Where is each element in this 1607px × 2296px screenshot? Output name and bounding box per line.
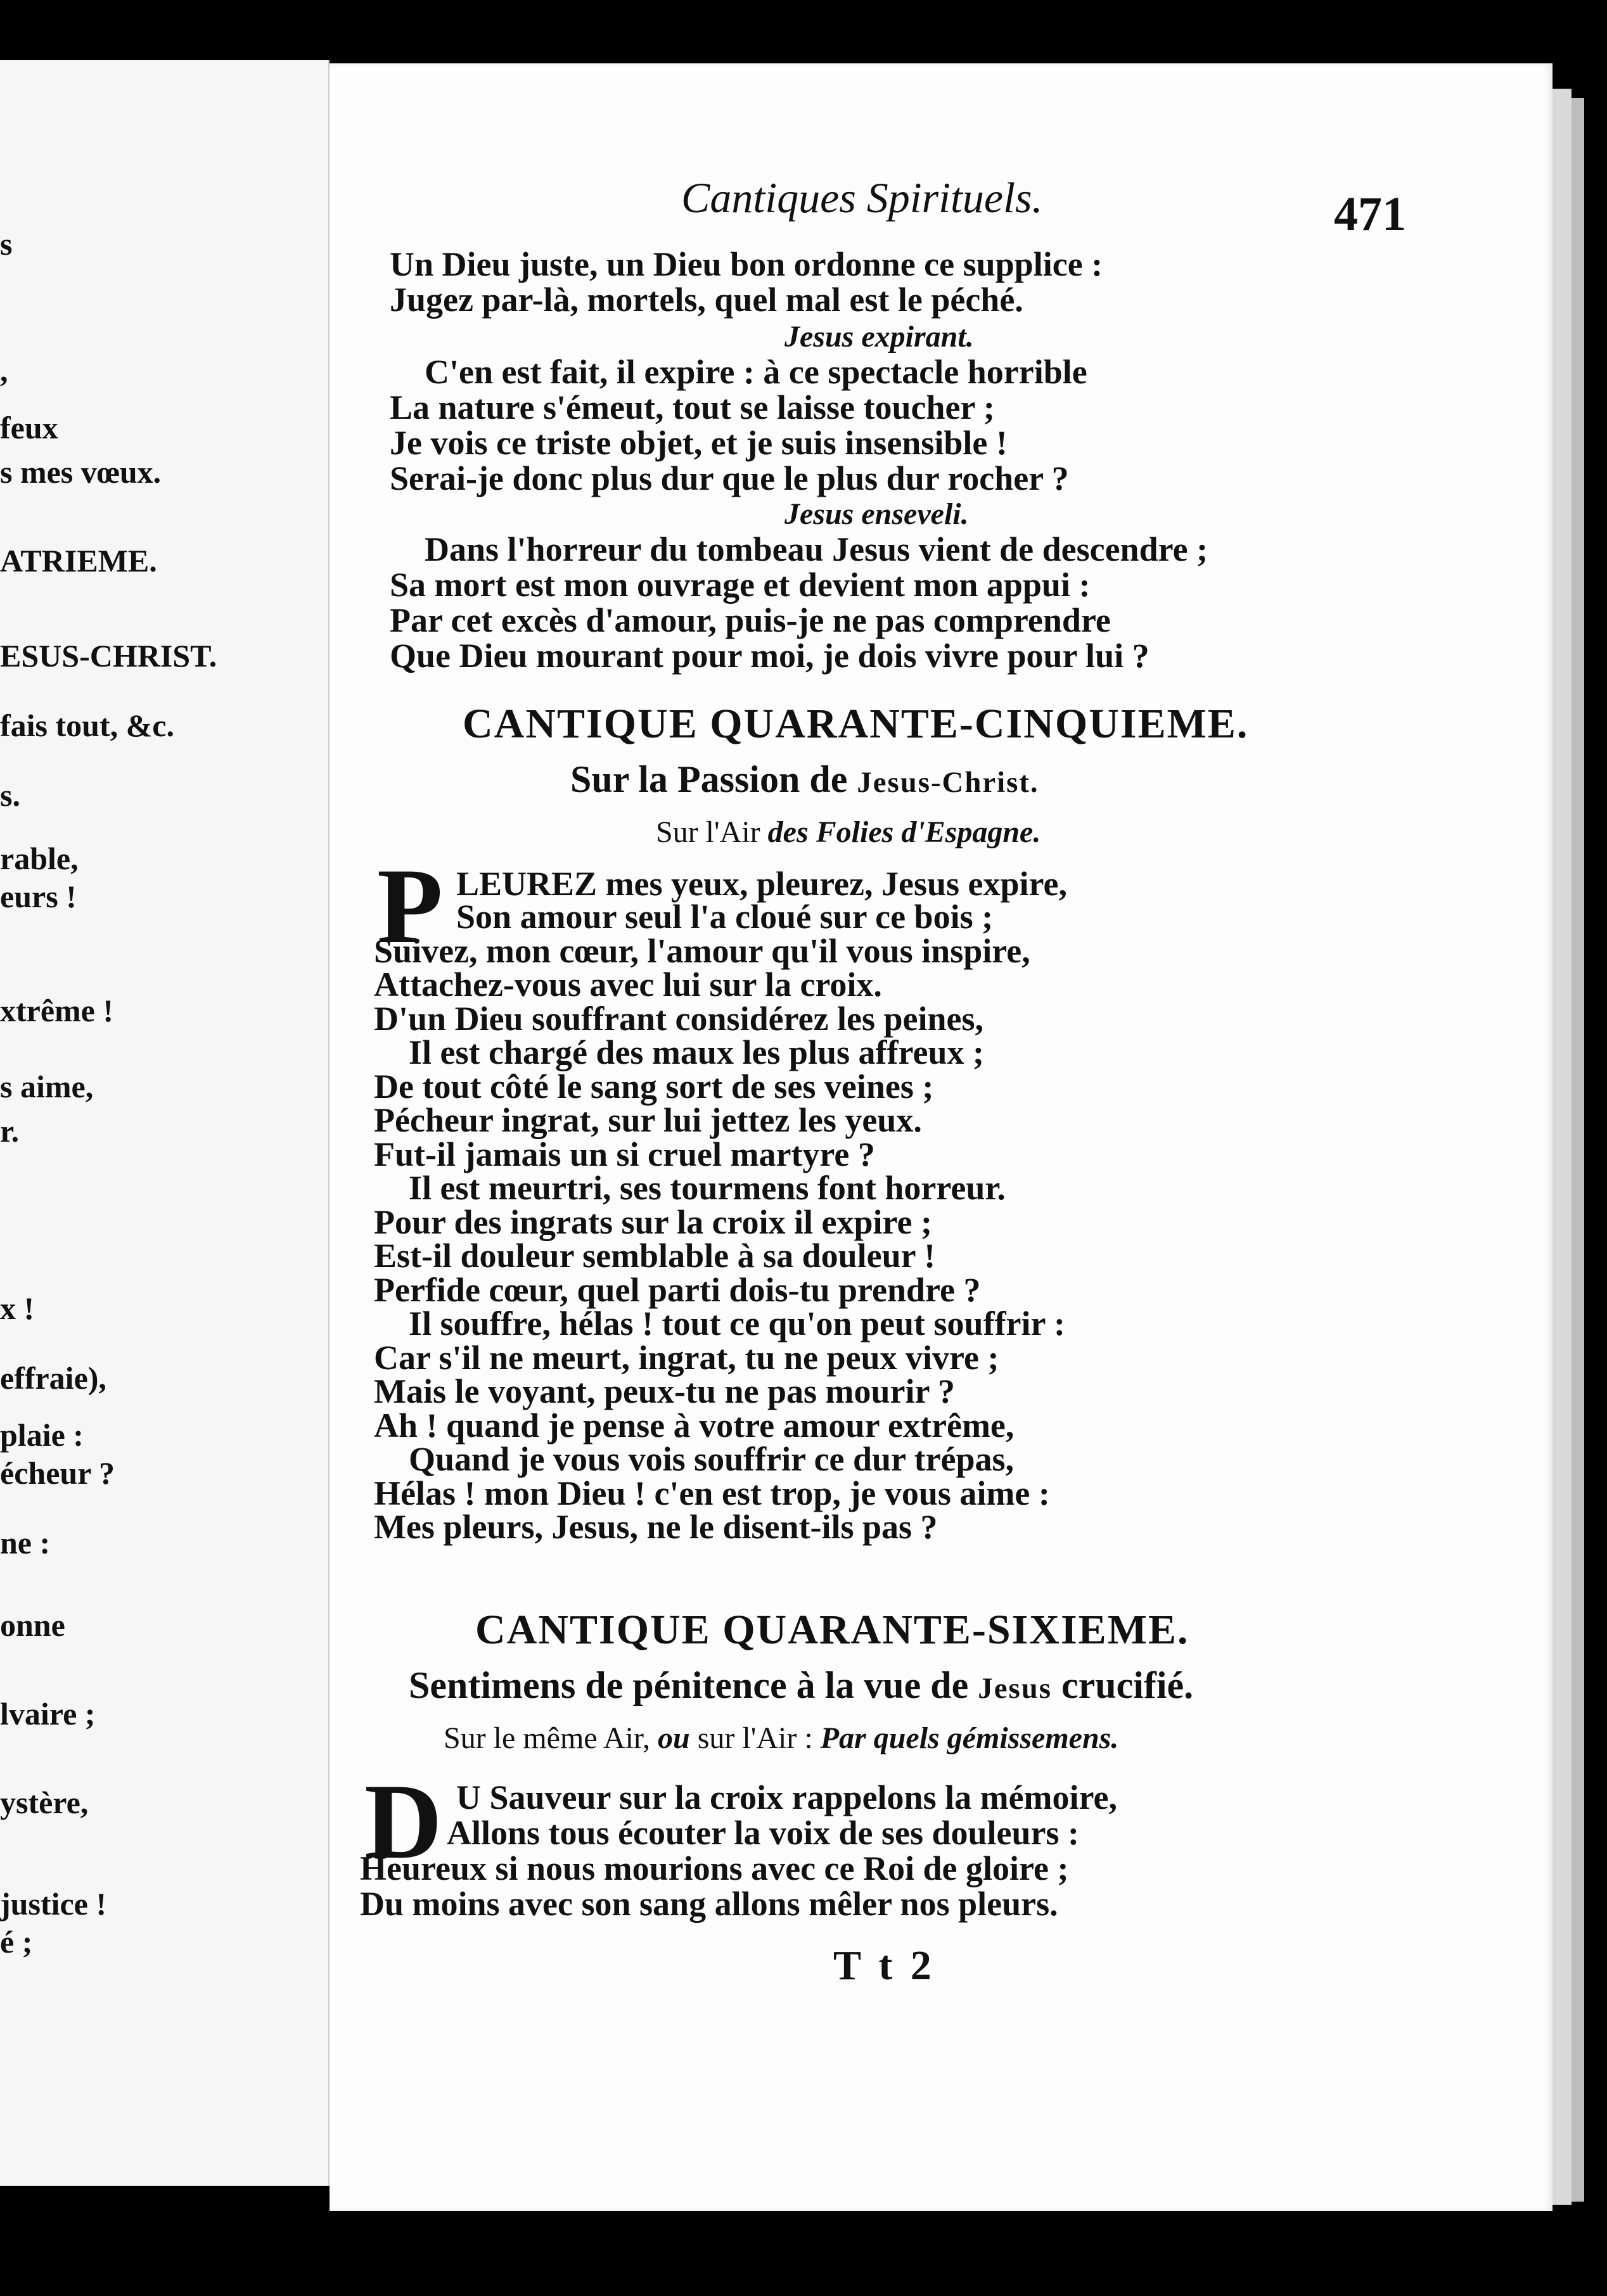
left-page-line: s. <box>0 777 20 813</box>
verse-line: Son amour seul l'a cloué sur ce bois ; <box>456 898 994 936</box>
verse-line: U Sauveur sur la croix rappelons la mémoire, <box>456 1778 1118 1816</box>
left-page-line: justice ! <box>0 1886 106 1922</box>
verse-line: Du moins avec son sang allons mêler nos pleurs. <box>360 1885 1058 1923</box>
subtitle-text: Sur la Passion de <box>570 758 857 800</box>
air-name: des Folies d'Espagne. <box>767 815 1041 849</box>
cantique-title: CANTIQUE QUARANTE-SIXIEME. <box>475 1607 1189 1653</box>
air-name: Par quels gémissemens. <box>820 1721 1119 1755</box>
verse-line: Mes pleurs, Jesus, ne le disent-ils pas ? <box>374 1508 938 1546</box>
verse-line: Attachez-vous avec lui sur la croix. <box>374 966 882 1004</box>
subtitle-name: Jesus-Christ. <box>857 766 1039 799</box>
verse-line: Pour des ingrats sur la croix il expire ; <box>374 1203 932 1241</box>
verse-line: Jugez par-là, mortels, quel mal est le péché. <box>390 281 1023 319</box>
verse-line: La nature s'émeut, tout se laisse toucher ; <box>390 388 995 426</box>
verse-line: Perfide cœur, quel parti dois-tu prendre ? <box>374 1271 981 1309</box>
left-page-line: x ! <box>0 1291 35 1326</box>
verse-line: Car s'il ne meurt, ingrat, tu ne peux vivre ; <box>374 1339 999 1377</box>
air-or: ou <box>658 1721 690 1755</box>
verse-line: Mais le voyant, peux-tu ne pas mourir ? <box>374 1372 956 1410</box>
verse-line: Par cet excès d'amour, puis-je ne pas comprendre <box>390 601 1111 639</box>
air-label: Sur l'Air <box>656 815 768 849</box>
left-page-line: ystère, <box>0 1785 89 1820</box>
left-page-line: onne <box>0 1607 65 1643</box>
left-page-line: ne : <box>0 1525 51 1560</box>
verse-line: De tout côté le sang sort de ses veines ; <box>374 1068 934 1106</box>
left-page-line: r. <box>0 1113 20 1149</box>
left-page-line: eurs ! <box>0 879 77 914</box>
verse-line: Pécheur ingrat, sur lui jettez les yeux. <box>374 1101 922 1139</box>
air-line <box>444 1723 1118 1754</box>
verse-line: Il est meurtri, ses tourmens font horreur. <box>409 1169 1006 1207</box>
left-page-line: rable, <box>0 841 79 876</box>
left-page-line: écheur ? <box>0 1455 115 1491</box>
verse-line: Quand je vous vois souffrir ce dur trépas, <box>409 1440 1015 1478</box>
drop-cap: D <box>364 1762 442 1881</box>
verse-line: Un Dieu juste, un Dieu bon ordonne ce supplice : <box>390 245 1103 283</box>
verse-line: Serai-je donc plus dur que le plus dur rocher ? <box>390 459 1069 497</box>
verse-line: C'en est fait, il expire : à ce spectacle horrible <box>425 353 1087 391</box>
left-page-line: plaie : <box>0 1417 84 1453</box>
verse-line: LEUREZ mes yeux, pleurez, Jesus expire, <box>456 865 1067 903</box>
left-page-line: xtrême ! <box>0 993 114 1028</box>
page-number: 471 <box>1334 188 1406 241</box>
left-page-line: s mes vœux. <box>0 454 162 490</box>
cantique-subtitle <box>409 1666 1193 1704</box>
running-title: Cantiques Spirituels. <box>681 174 1043 222</box>
left-page-line: ATRIEME. <box>0 543 157 578</box>
air-label: sur l'Air : <box>689 1721 821 1755</box>
left-page-line: lvaire ; <box>0 1696 96 1732</box>
subtitle-name: Jesus <box>978 1672 1052 1705</box>
verse-line: D'un Dieu souffrant considérez les peines, <box>374 1000 984 1038</box>
cantique-subtitle <box>570 760 1039 798</box>
page-edge <box>1572 98 1584 2202</box>
subtitle-text: Sentimens de pénitence à la vue de <box>409 1664 978 1706</box>
verse-line: Est-il douleur semblable à sa douleur ! <box>374 1237 936 1275</box>
left-page-line: ESUS-CHRIST. <box>0 638 217 673</box>
verse-line: Dans l'horreur du tombeau Jesus vient de descendre ; <box>425 530 1208 568</box>
verse-line: Sa mort est mon ouvrage et devient mon appui : <box>390 566 1091 604</box>
left-page-line: feux <box>0 410 58 445</box>
verse-line: Il souffre, hélas ! tout ce qu'on peut souffrir : <box>409 1304 1065 1343</box>
verse-line: Hélas ! mon Dieu ! c'en est trop, je vous aime : <box>374 1474 1050 1512</box>
verse-line: Allons tous écouter la voix de ses douleurs : <box>447 1814 1080 1852</box>
subtitle-text: crucifié. <box>1051 1664 1194 1706</box>
air-label: Sur le même Air, <box>444 1721 658 1755</box>
verse-line: Il est chargé des maux les plus affreux ; <box>409 1033 984 1071</box>
verse-line: Fut-il jamais un si cruel martyre ? <box>374 1135 875 1173</box>
left-page-line: , <box>0 353 8 388</box>
left-page-line: é ; <box>0 1924 33 1960</box>
main-page <box>330 63 1553 2211</box>
left-page-line: effraie), <box>0 1360 106 1396</box>
drop-cap: P <box>377 846 443 966</box>
section-subtitle: Jesus enseveli. <box>784 497 969 531</box>
left-page-line: s aime, <box>0 1069 94 1104</box>
verse-line: Suivez, mon cœur, l'amour qu'il vous inspire, <box>374 932 1030 970</box>
verse-line: Ah ! quand je pense à votre amour extrême, <box>374 1406 1015 1445</box>
left-page-line: s <box>0 226 13 262</box>
section-subtitle: Jesus expirant. <box>784 320 974 354</box>
verse-line: Je vois ce triste objet, et je suis insensible ! <box>390 424 1008 462</box>
left-page <box>0 60 330 2186</box>
verse-line: Heureux si nous mourions avec ce Roi de gloire ; <box>360 1849 1069 1887</box>
verse-line: Que Dieu mourant pour moi, je dois vivre pour lui ? <box>390 637 1149 675</box>
signature-mark: T t 2 <box>833 1942 935 1989</box>
cantique-title: CANTIQUE QUARANTE-CINQUIEME. <box>463 701 1249 747</box>
air-line <box>656 817 1040 848</box>
left-page-line: fais tout, &c. <box>0 708 174 743</box>
